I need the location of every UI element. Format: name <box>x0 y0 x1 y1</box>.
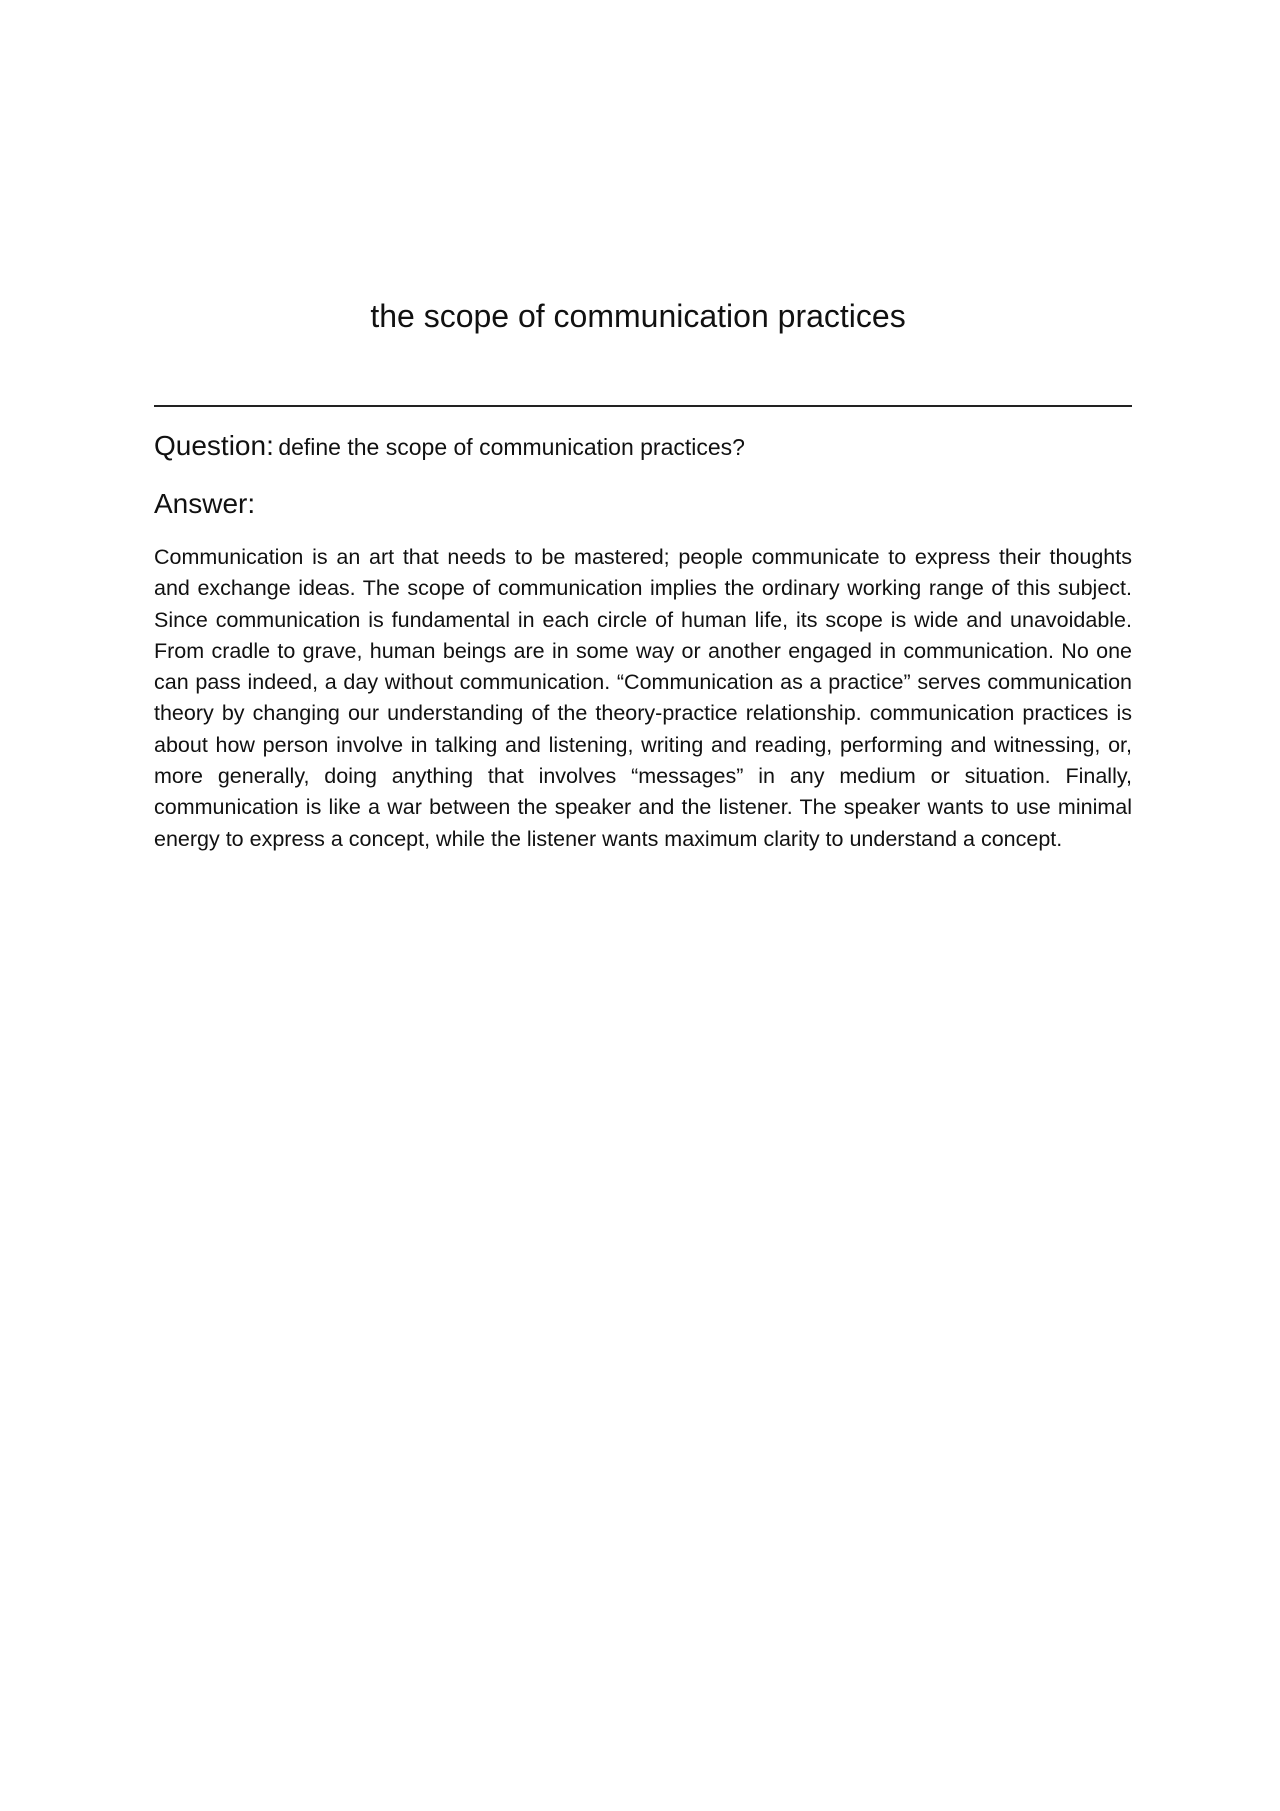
question-line <box>154 428 1132 469</box>
answer-label: Answer: <box>154 488 256 519</box>
question-text: define the scope of communication practices? <box>278 434 745 460</box>
answer-paragraph: Communication is an art that needs to be mastered; people communicate to express their thoughts and exchange ideas. The scope of communication implies the ordinary working range of this subject. Since communication is fundamental in each circle of human life, its scope is wide and unavoidable. From cradle to grave, human beings are in some way or another engaged in communication. No one can pass indeed, a day without communication. “Communication as a practice” serves communication theory by changing our understanding of the theory-practice relationship. communication practices is about how person involve in talking and listening, writing and reading, performing and witnessing, or, more generally, doing anything that involves “messages” in any medium or situation. Finally, communication is like a war between the speaker and the listener. The speaker wants to use minimal energy to express a concept, while the listener wants maximum clarity to understand a concept. <box>154 545 1132 851</box>
question-label: Question: <box>154 430 274 461</box>
document-title: the scope of communication practices <box>370 298 906 334</box>
horizontal-divider <box>154 405 1132 407</box>
